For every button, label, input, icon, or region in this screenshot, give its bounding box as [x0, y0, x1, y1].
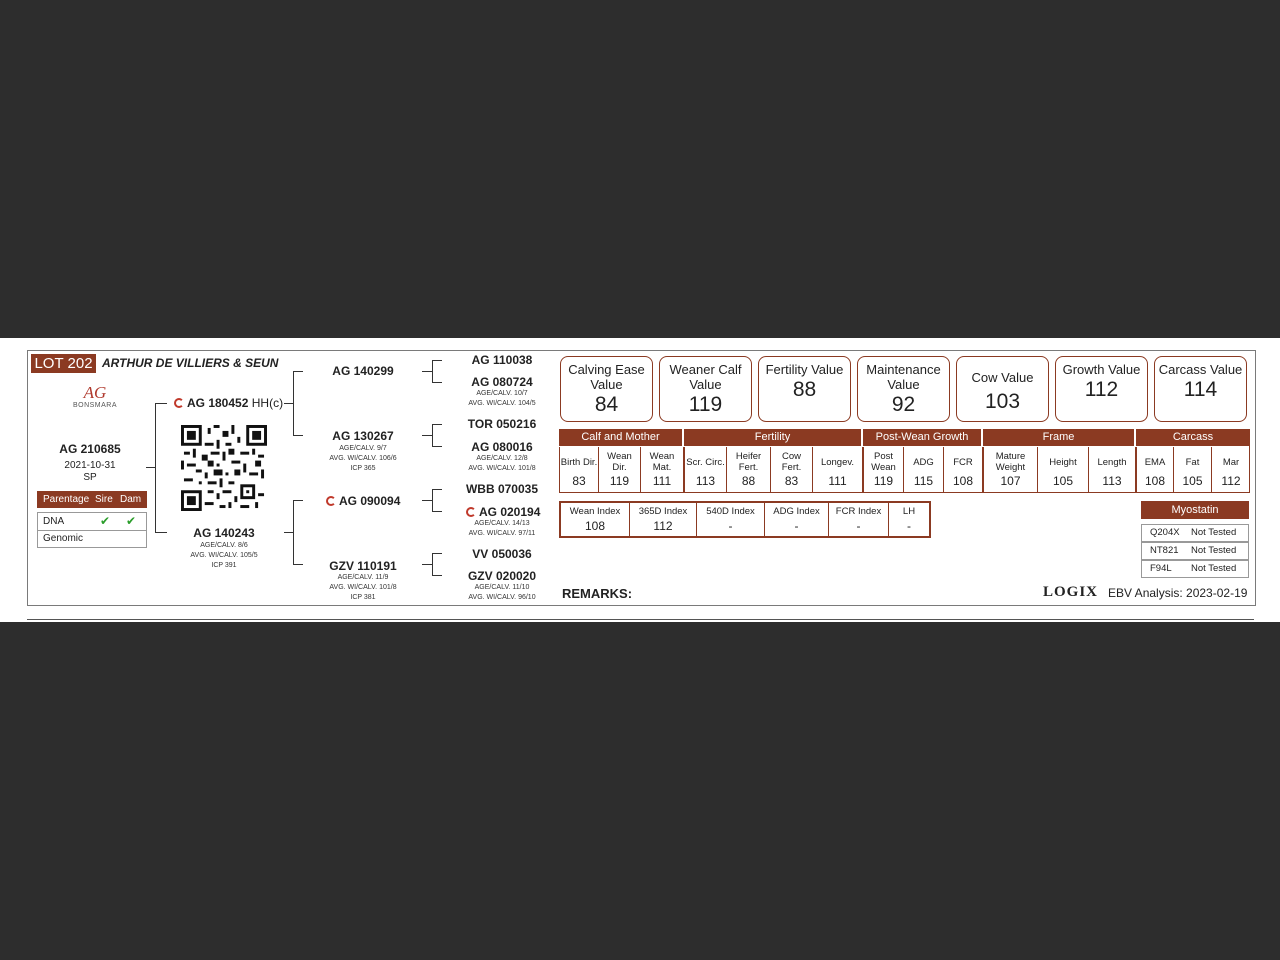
ped-line — [422, 564, 432, 565]
ped-line — [155, 403, 156, 532]
logix-logo: LOGIX — [1043, 584, 1099, 600]
ped-dss: WBB 070035 — [465, 482, 539, 496]
ped-detail: AVG. WI/CALV. 96/10 — [468, 594, 536, 601]
ped-dd: GZV 110191 — [329, 559, 397, 573]
animal-id: AG 210685 — [59, 442, 121, 456]
ped-detail: AVG. WI/CALV. 97/11 — [468, 530, 536, 537]
section-post-wean: Post-Wean Growth — [863, 429, 981, 446]
breeder-name: ARTHUR DE VILLIERS & SEUN — [102, 356, 279, 370]
bull-icon — [174, 398, 184, 408]
ped-ds: AG 090094 — [326, 494, 400, 508]
ped-line — [155, 403, 167, 404]
ped-detail: AGE/CALV. 9/7 — [339, 445, 387, 452]
section-fertility: Fertility — [684, 429, 861, 446]
ped-detail: AGE/CALV. 12/8 — [476, 455, 528, 462]
lot-card — [0, 338, 1280, 622]
trait-cell: Cow Fert. 83 — [770, 447, 812, 493]
trait-cell: Length 113 — [1088, 447, 1135, 493]
value-card: Cow Value 103 — [956, 356, 1049, 422]
ped-line — [432, 489, 442, 490]
ped-line — [432, 360, 433, 383]
lot-number: LOT 202 — [31, 354, 96, 373]
value-card: Fertility Value 88 — [758, 356, 851, 422]
ped-line — [432, 446, 442, 447]
value-card: Carcass Value 114 — [1154, 356, 1247, 422]
ped-line — [432, 489, 433, 512]
myostatin-row: Q204X Not Tested — [1141, 524, 1249, 542]
ped-ddd: GZV 020020 — [467, 569, 537, 583]
ped-sdd: AG 080016 — [471, 440, 533, 454]
ped-line — [432, 424, 442, 425]
trait-cell: ADG 115 — [903, 447, 943, 493]
ped-ss: AG 140299 — [332, 364, 394, 378]
ped-detail: AGE/CALV. 10/7 — [476, 390, 528, 397]
trait-cell: FCR 108 — [943, 447, 982, 493]
ped-detail: AVG. WI/CALV. 101/8 — [329, 584, 397, 591]
index-cell: 540D Index - — [696, 502, 764, 537]
ped-detail: AGE/CALV. 11/10 — [474, 584, 530, 591]
value-card: Weaner Calf Value 119 — [659, 356, 752, 422]
bonsmara-logo: AG BONSMARA — [72, 383, 118, 409]
value-card: Calving Ease Value 84 — [560, 356, 653, 422]
trait-cell: Longev. 111 — [812, 447, 862, 493]
ped-dds: VV 050036 — [472, 547, 532, 561]
index-cell: 365D Index 112 — [629, 502, 696, 537]
dam-check-icon: ✔ — [126, 514, 137, 528]
value-card: Maintenance Value 92 — [857, 356, 950, 422]
remarks-label: REMARKS: — [562, 586, 633, 601]
trait-cell: Fat 105 — [1173, 447, 1211, 493]
dam-detail: ICP 391 — [211, 562, 237, 569]
ped-detail: AVG. WI/CALV. 104/5 — [468, 400, 536, 407]
qr-code — [181, 425, 267, 511]
index-cell: ADG Index - — [764, 502, 828, 537]
ped-sd: AG 130267 — [332, 429, 394, 443]
ped-detail: AGE/CALV. 11/9 — [337, 574, 389, 581]
ped-line — [422, 435, 432, 436]
ped-line — [432, 511, 442, 512]
index-cell: Wean Index 108 — [569, 506, 621, 533]
ped-line — [432, 424, 433, 447]
ped-sss: AG 110038 — [471, 353, 533, 367]
parentage-header: Parentage Sire Dam — [37, 491, 147, 508]
trait-cell: Mar 112 — [1211, 447, 1250, 493]
ped-line — [432, 553, 442, 554]
ped-line — [293, 435, 303, 436]
ped-ssd: AG 080724 — [471, 375, 533, 389]
ped-detail: AGE/CALV. 14/13 — [474, 520, 530, 527]
ped-sds: TOR 050216 — [467, 417, 537, 431]
ped-line — [432, 382, 442, 383]
dam-name: AG 140243 — [193, 526, 255, 540]
animal-code: SP — [83, 472, 97, 483]
trait-cell: Mature Weight 107 — [982, 447, 1037, 493]
ped-line — [432, 575, 442, 576]
ped-line — [422, 500, 432, 501]
ped-detail: AVG. WI/CALV. 106/6 — [329, 455, 397, 462]
dam-detail: AVG. WI/CALV. 105/5 — [190, 552, 258, 559]
trait-cell: EMA 108 — [1135, 447, 1173, 493]
animal-dob: 2021-10-31 — [64, 460, 116, 471]
genomic-row: Genomic — [37, 530, 147, 548]
ped-line — [432, 553, 433, 576]
ped-detail: ICP 381 — [350, 594, 376, 601]
ped-line — [293, 564, 303, 565]
index-cell: LH - — [888, 502, 929, 537]
section-frame: Frame — [983, 429, 1134, 446]
dna-row: DNA ✔ ✔ — [37, 512, 147, 531]
ped-dsd: AG 020194 — [466, 505, 540, 519]
ebv-analysis-date: EBV Analysis: 2023-02-19 — [1108, 586, 1248, 600]
ped-line — [293, 371, 294, 436]
trait-cell: Wean Mat. 111 — [640, 447, 683, 493]
ped-detail: ICP 365 — [350, 465, 376, 472]
myostatin-header: Myostatin — [1141, 501, 1249, 519]
trait-cell: Scr. Circ. 113 — [683, 447, 726, 493]
ped-line — [146, 467, 155, 468]
bull-icon — [326, 496, 336, 506]
myostatin-row: NT821 Not Tested — [1141, 542, 1249, 560]
ped-line — [293, 371, 303, 372]
ped-line — [293, 500, 294, 565]
ped-line — [284, 403, 293, 404]
trait-cell: Wean Dir. 119 — [598, 447, 640, 493]
value-card: Growth Value 112 — [1055, 356, 1148, 422]
index-cell: FCR Index - — [828, 502, 888, 537]
trait-cell: Birth Dir. 83 — [559, 447, 598, 493]
sire-name: AG 180452 HH(c) — [174, 396, 283, 410]
ped-line — [422, 371, 432, 372]
trait-cell: Post Wean 119 — [862, 447, 903, 493]
ped-line — [293, 500, 303, 501]
ped-line — [155, 532, 167, 533]
trait-cell: Heifer Fert. 88 — [726, 447, 770, 493]
myostatin-row: F94L Not Tested — [1141, 560, 1249, 578]
dam-detail: AGE/CALV. 8/6 — [200, 542, 248, 549]
bull-icon — [466, 507, 476, 517]
sire-check-icon: ✔ — [100, 514, 111, 528]
ped-line — [432, 360, 442, 361]
section-carcass: Carcass — [1136, 429, 1250, 446]
divider — [27, 619, 1254, 620]
ped-line — [284, 532, 293, 533]
trait-cell: Height 105 — [1037, 447, 1088, 493]
section-calf-mother: Calf and Mother — [559, 429, 682, 446]
ped-detail: AVG. WI/CALV. 101/8 — [468, 465, 536, 472]
